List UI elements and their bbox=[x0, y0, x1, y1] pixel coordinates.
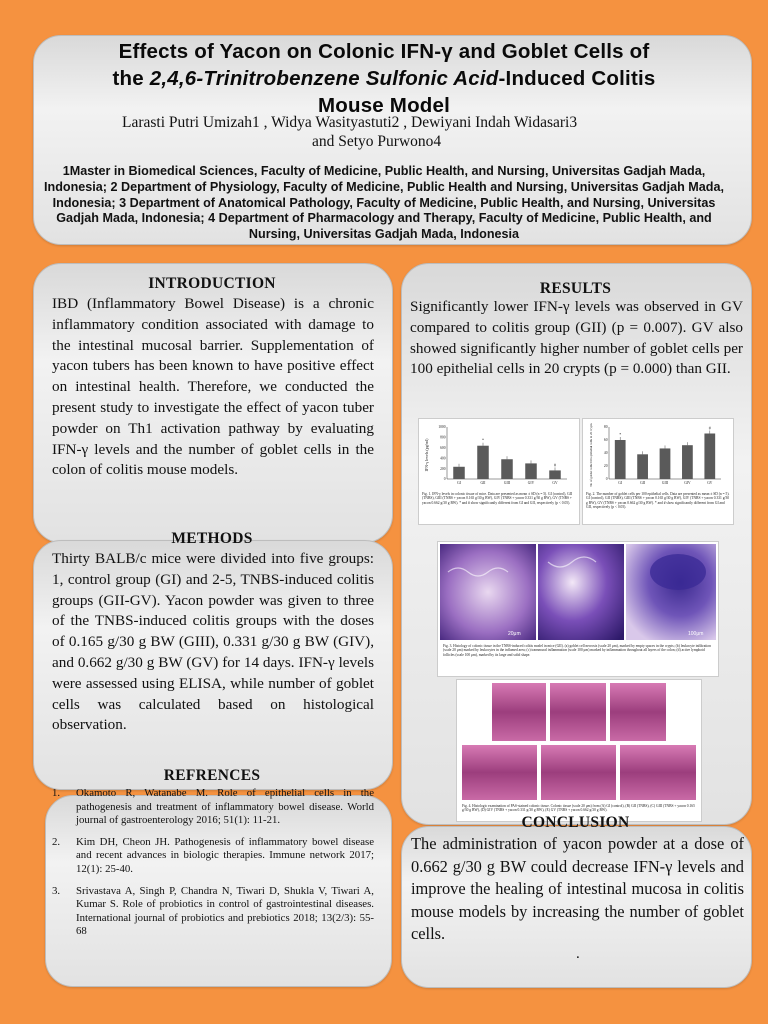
figure-1-caption: Fig. 1. IFN-γ levels in colonic tissue of mice. Data are presented as mean ± SD (n = 5). GI (control), GII (TNBS), GIII (TNBS + yacon 0.165 g/30 g BW), GIV (TNBS + yacon 0.331 g/30 g BW), GV (TNBS + yacon 0.662 g/30 g BW). * and # show significantly different from GI and GII, respectively (p < 0.05). bbox=[422, 492, 573, 505]
chart-2-category-label: GIV bbox=[684, 481, 691, 485]
chart-1-ytick: 400 bbox=[440, 456, 446, 461]
figure-2 bbox=[582, 418, 734, 525]
methods-heading: METHODS bbox=[171, 530, 253, 547]
results-text: Significantly lower IFN-γ levels was observed in GV compared to colitis group (GII) (p = 0.007). GV also showed significantly higher number of goblet cells per 100 epithelial cells in 20 crypts (p = 0.000) than GII. bbox=[410, 298, 743, 378]
chart-1-ytick: 0 bbox=[443, 477, 446, 482]
chart-2-ytick: 0 bbox=[605, 477, 608, 482]
introduction-heading: INTRODUCTION bbox=[148, 275, 276, 292]
results-heading: RESULTS bbox=[539, 280, 612, 297]
chart-1-significance-mark: * bbox=[482, 437, 484, 443]
figure-3 bbox=[437, 541, 719, 677]
chart-1-ytick: 1000 bbox=[438, 425, 446, 430]
figure-3-caption: Fig. 3. Histology of colonic tissue in the TNBS-induced colitis model in mice (GII). (a) goblet cell necrosis (scale 20 μm), marked by empty spaces in the crypts; (b) leukocyte infiltration (scale 20 μm) marked by leukocytes in the inflamed area; (c) transmural inflammation (scale 100 μm) marked by inflammation throughout all layers of the colon; (d) active lymphoid follicles (scale 100 μm), marked by its large and solid shape. bbox=[443, 644, 711, 657]
pas-panel-c bbox=[610, 683, 666, 741]
reference-item: 2. Kim DH, Cheon JH. Pathogenesis of inflammatory bowel disease and recent advances in biologic therapies. Immune network 2017; 12(1): 25-40. bbox=[52, 835, 374, 875]
affiliations: 1Master in Biomedical Sciences, Faculty of Medicine, Public Health, and Nursing, Universitas Gadjah Mada, Indonesia; 2 Department of Physiology, Faculty of Medicine, Public Health and Nursing, Universitas Gadjah Mada, Indonesia; 3 Department of Anatomical Pathology, Faculty of Medicine, Public Health, and Nursing, Universitas Gadjah Mada, Indonesia; 4 Department of Pharmacology and Therapy, Faculty of Medicine, Public Health, and Nursing, Universitas Gadjah Mada, Indonesia bbox=[44, 164, 724, 242]
chart-1-category-label: GII bbox=[480, 481, 486, 485]
chart-2-category-label: GV bbox=[707, 481, 713, 485]
chart-1-bar bbox=[549, 470, 561, 479]
chart-1-category-label: GV bbox=[552, 481, 558, 485]
pas-panel-e bbox=[541, 745, 616, 800]
chart-2-category-label: GIII bbox=[661, 481, 669, 485]
chart-2-significance-mark: # bbox=[708, 425, 711, 431]
chart-2-bar bbox=[660, 448, 671, 479]
reference-item: 1. Okamoto R, Watanabe M. Role of epithelial cells in the pathogenesis and treatment of inflammatory bowel disease. World journal of gastroenterology 2016; 51(1): 11-21. bbox=[52, 787, 374, 827]
title-line-3: Mouse Model bbox=[317, 94, 451, 117]
ifn-gamma-chart bbox=[419, 419, 579, 491]
chart-1-ytick: 800 bbox=[440, 435, 446, 440]
pas-panel-a bbox=[492, 683, 546, 741]
scale-label-a: 20μm bbox=[508, 631, 521, 637]
goblet-cells-chart bbox=[583, 419, 733, 491]
title-line-2: the 2,4,6-Trinitrobenzene Sulfonic Acid-Induced Colitis bbox=[112, 67, 656, 90]
chart-1-ylabel: IFN-γ levels (pg/ml) bbox=[424, 438, 429, 472]
chart-1-ytick: 600 bbox=[440, 446, 446, 450]
chart-2-ytick: 20 bbox=[603, 464, 608, 469]
conclusion-text: The administration of yacon powder at a dose of 0.662 g/30 g BW could decrease IFN-γ levels and improve the healing of intestinal mucosa in colitis mouse models by increasing the number of goblet cells. bbox=[411, 834, 744, 943]
chart-2-ytick: 80 bbox=[603, 425, 608, 430]
references-heading: REFRENCES bbox=[163, 767, 261, 784]
histology-panel-b bbox=[538, 544, 624, 640]
figure-4-caption: Fig. 4. Histologic examination of PAS-stained colonic tissue. Colonic tissue (scale 20 μm) from (A) GI (control), (B) GII (TNBS), (C) GIII (TNBS + yacon 0.165 g/30 g BW), (D) GIV (TNBS + yacon 0.331 g/30 g BW), (E) GV (TNBS + yacon 0.662 g/30 g BW). bbox=[462, 804, 695, 813]
chart-1-category-label: GIV bbox=[527, 481, 535, 485]
chart-2-bar bbox=[682, 445, 693, 479]
methods-text: Thirty BALB/c mice were divided into five groups: 1, control group (GI) and 2-5, TNBS-induced colitis groups (GII-GV). Yacon powder was given to three of the TNBS-induced colitis groups with the doses of 0.165 g/30 g BW (GIII), 0.331 g/30 g BW (GIV), and 0.662 g/30 g BW (GV) for 14 days. IFN-γ levels were assessed using ELISA, while number of goblet cells was calculated based on histological observation. bbox=[52, 550, 374, 734]
chart-1-category-label: GI bbox=[457, 481, 461, 485]
chart-2-ytick: 60 bbox=[603, 438, 608, 443]
chart-1-bar bbox=[525, 463, 537, 479]
pas-stain-panels bbox=[457, 680, 701, 802]
figure-2-caption: Fig. 2. The number of goblet cells per 100 epithelial cells. Data are presented as mean ± SD (n = 5). GI (control), GII (TNBS), GIII (TNBS + yacon 0.165 g/30 g BW), GIV (TNBS + yacon 0.331 g/30 g BW), GV (TNBS + yacon 0.662 g/30 g BW). * and # show significantly different from GI and GII, respectively (p < 0.05). bbox=[586, 492, 730, 509]
authors: Larasti Putri Umizah1 , Widya Wasityastuti2 , Dewiyani Indah Widasari3 and Setyo Purwono4 bbox=[122, 114, 578, 150]
chart-2-bar bbox=[615, 440, 626, 479]
chart-2-category-label: GII bbox=[640, 481, 646, 485]
figure-1 bbox=[418, 418, 580, 525]
chart-1-bar bbox=[453, 467, 465, 479]
chart-1-category-label: GIII bbox=[503, 481, 511, 485]
scale-label-c: 100μm bbox=[688, 631, 704, 637]
histology-panel-a bbox=[440, 544, 536, 640]
chart-1-ytick: 200 bbox=[440, 466, 446, 471]
pas-panel-d bbox=[462, 745, 537, 800]
title-line-1: Effects of Yacon on Colonic IFN-γ and Goblet Cells of bbox=[118, 40, 650, 63]
chart-2-bar bbox=[637, 454, 648, 479]
chart-2-bar bbox=[704, 434, 715, 480]
pas-panel-b bbox=[550, 683, 606, 741]
reference-item: 3. Srivastava A, Singh P, Chandra N, Tiwari D, Shukla V, Tiwari A, Kumar S. Role of probiotics in control of gastrointestinal diseases. International journal of probiotics and prebiotics 2018; 13(2/3): 55-68 bbox=[52, 884, 374, 938]
chart-1-significance-mark: # bbox=[554, 462, 556, 468]
chart-1-bar bbox=[477, 446, 489, 479]
references-list bbox=[52, 787, 374, 947]
chart-1-bar bbox=[501, 459, 513, 479]
poster-title bbox=[0, 38, 768, 119]
chart-2-significance-mark: * bbox=[619, 432, 622, 437]
chart-2-ytick: 40 bbox=[603, 451, 608, 456]
histology-panels bbox=[438, 542, 718, 642]
chart-2-ylabel: No of goblet cells/100 epithelial cells in 20 crypts bbox=[589, 423, 593, 487]
introduction-text: IBD (Inflammatory Bowel Disease) is a chronic inflammatory condition associated with damage to the intestinal mucosal barrier. Supplementation of yacon tubers has been known to have positive effect on intestinal health. Therefore, we conducted the present study to investigate the effect of yacon tuber powder on Th1 activation pathway by evaluating IFN-γ levels and the number of goblet cells in the colon of colitis mouse models. bbox=[52, 295, 374, 479]
title-italic: 2,4,6-Trinitrobenzene Sulfonic Acid bbox=[149, 67, 499, 90]
figure-4 bbox=[456, 679, 702, 822]
conclusion-heading: CONCLUSION bbox=[521, 814, 630, 831]
chart-2-category-label: GI bbox=[618, 481, 623, 485]
pas-panel-f bbox=[620, 745, 696, 800]
conclusion-trailing-dot: . bbox=[576, 946, 580, 962]
